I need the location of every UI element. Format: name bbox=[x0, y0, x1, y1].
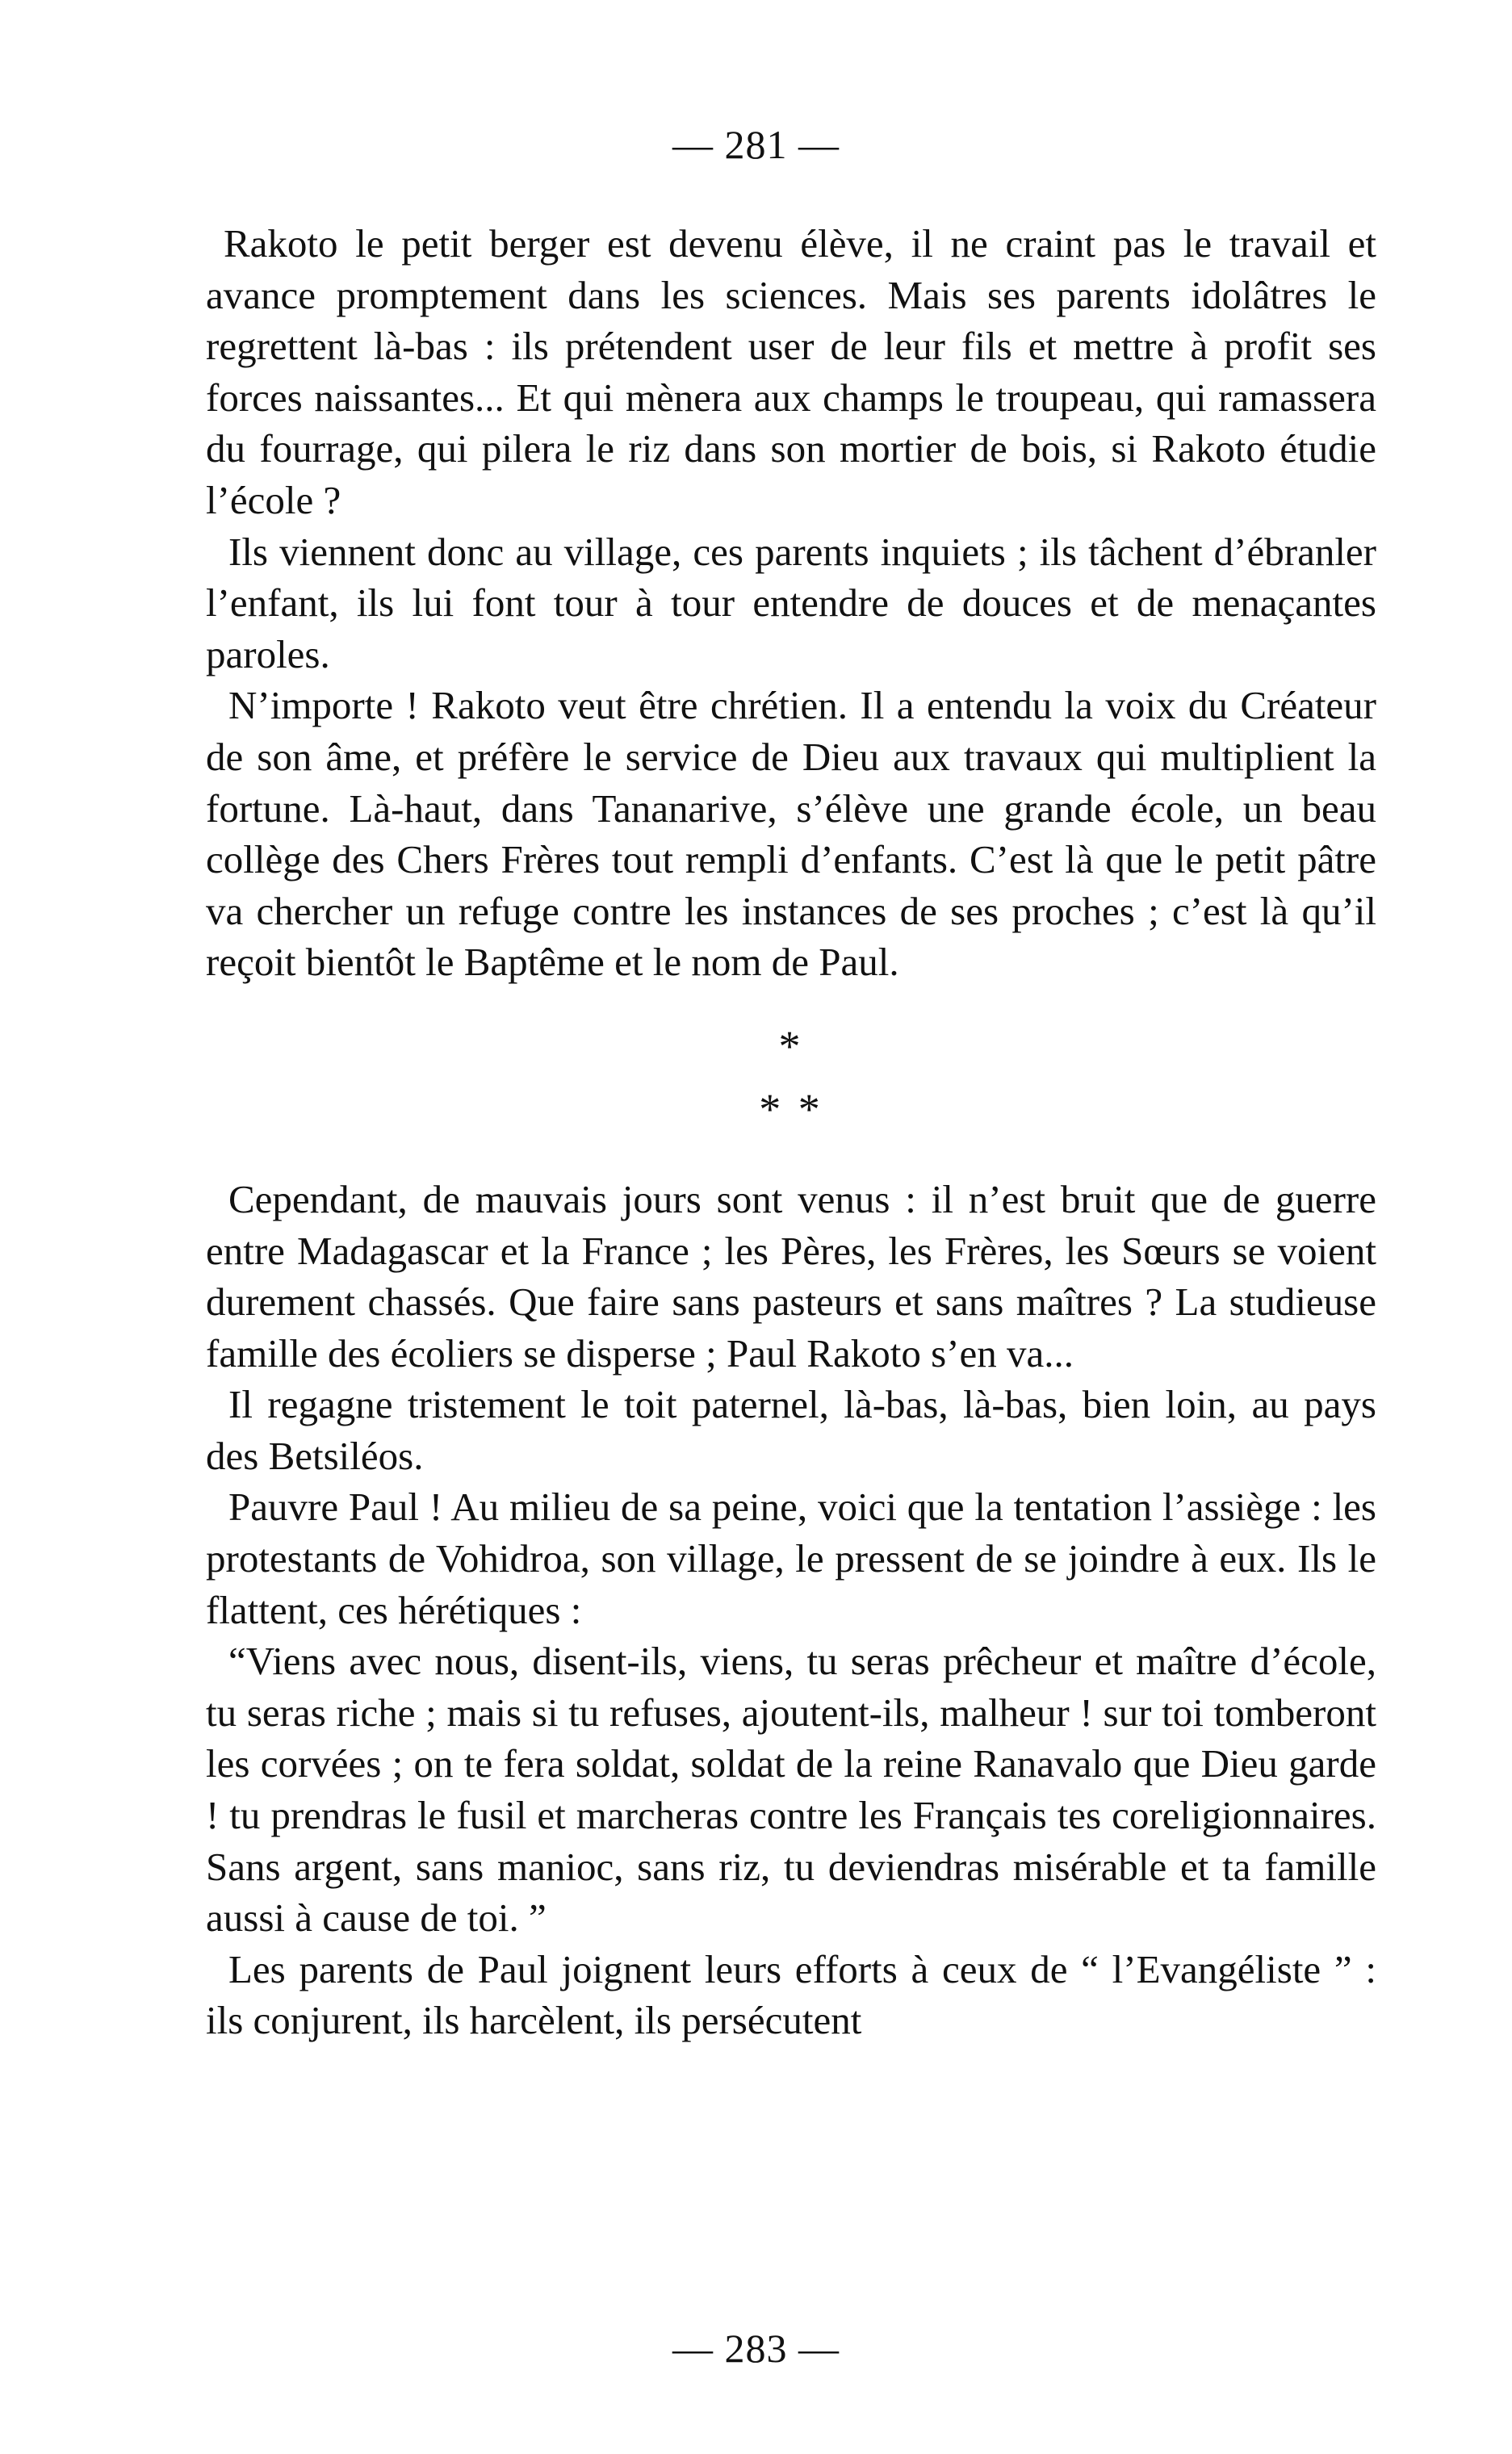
paragraph-parents-efforts: Les parents de Paul joignent leurs efforts à ceux de “ l’Evangéliste ” : ils conjurent, ils harcèlent, ils persécutent bbox=[206, 1946, 1376, 2043]
page-number-footer: — 283 — bbox=[672, 2326, 840, 2371]
paragraph-bad-days: Cependant, de mauvais jours sont venus : il n’est bruit que de guerre entre Madagascar et la France ; les Pères, les Frères, les Sœurs se voient durement chassés. Que faire sans pasteurs et sans maîtres ? La studieuse famille des écoliers se disperse ; Paul Rakoto s’en va... bbox=[206, 1176, 1376, 1376]
paragraph-rakoto-christian: N’importe ! Rakoto veut être chrétien. Il a entendu la voix du Créateur de son âme, et préfère le service de Dieu aux travaux qui multiplient la fortune. Là-haut, dans Tananarive, s’élève une grande école, un beau collège des Chers Frères tout rempli d’enfants. C’est là que le petit pâtre va chercher un refuge contre les instances de ses proches ; c’est là qu’il reçoit bientôt le Baptême et le nom de Paul. bbox=[206, 683, 1376, 985]
paragraph-rakoto-student: Rakoto le petit berger est devenu élève, il ne craint pas le travail et avance promptement dans les sciences. Mais ses parents idolâtres le regrettent là-bas : ils prétendent user de leur fils et mettre à profit ses forces naissantes... Et qui mènera aux champs le troupeau, qui ramassera du fourrage, qui pilera le riz dans son mortier de bois, si Rakoto étudie l’école ? bbox=[206, 221, 1376, 522]
paragraph-parents-village: Ils viennent donc au village, ces parents inquiets ; ils tâchent d’ébranler l’enfant, ils lui font tour à tour entendre de douces et de menaçantes paroles. bbox=[206, 529, 1376, 676]
paragraph-return-home: Il regagne tristement le toit paternel, là-bas, là-bas, bien loin, au pays des Betsiléos. bbox=[206, 1382, 1376, 1478]
page-body bbox=[206, 218, 1376, 2046]
asterism-top-star: * bbox=[778, 1021, 804, 1070]
paragraph-protestants-speech: “Viens avec nous, disent-ils, viens, tu seras prêcheur et maître d’école, tu seras riche ; mais si tu refuses, ajoutent-ils, malheur ! sur toi tomberont les corvées ; on te fera soldat, soldat de la reine Ranavalo que Dieu garde ! tu prendras le fusil et marcheras contre les Français tes coreligionnaires. Sans argent, sans manioc, sans riz, tu deviendras misérable et ta famille aussi à cause de toi. ” bbox=[206, 1639, 1376, 1941]
paragraph-temptation: Pauvre Paul ! Au milieu de sa peine, voici que la tentation l’assiège : les protestants de Vohidroa, son village, le pressent de se joindre à eux. Ils le flattent, ces hérétiques : bbox=[206, 1485, 1376, 1632]
asterism-bottom-stars: * * bbox=[759, 1084, 823, 1133]
page-number-header: — 281 — bbox=[672, 122, 840, 167]
section-separator-asterism bbox=[206, 988, 1376, 1174]
